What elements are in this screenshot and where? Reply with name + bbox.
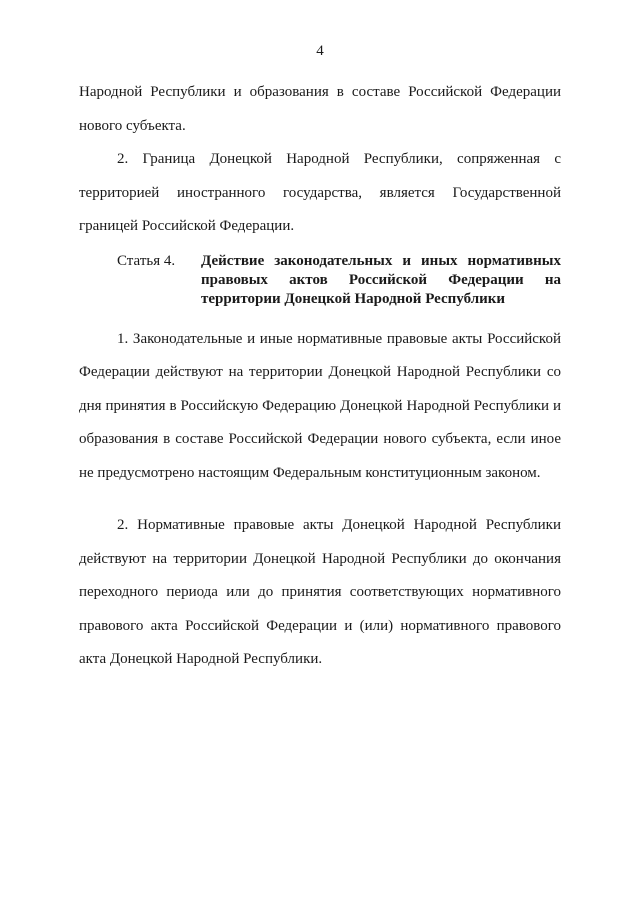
paragraph-spacer xyxy=(79,490,561,509)
article-heading xyxy=(79,252,561,309)
paragraph-continuation: Народной Республики и образования в составе Российской Федерации нового субъекта. xyxy=(79,84,561,134)
paragraph-article-4-part-2: 2. Нормативные правовые акты Донецкой Народной Республики действуют на территории Донецкой Народной Республики до окончания переходного периода или до принятия соответствующих нормативного правового акта Российской Федерации и (или) нормативного правового акта Донецкой Народной Республики. xyxy=(79,517,561,667)
document-body xyxy=(79,76,561,677)
paragraph-article-4-part-1: 1. Законодательные и иные нормативные правовые акты Российской Федерации действуют на территории Донецкой Народной Республики со дня принятия в Российскую Федерацию Донецкой Народной Республики и образования в составе Российской Федерации нового субъекта, если иное не предусмотрено настоящим Федеральным конституционным законом. xyxy=(79,330,561,481)
page-number: 4 xyxy=(316,43,324,59)
article-title: Действие законодательных и иных нормативных правовых актов Российской Федерации на территории Донецкой Народной Республики xyxy=(201,252,561,307)
paragraph-border: 2. Граница Донецкой Народной Республики, сопряженная с территорией иностранного государства, является Государственной границей Российской Федерации. xyxy=(79,151,561,234)
article-number: Статья 4. xyxy=(117,252,176,269)
